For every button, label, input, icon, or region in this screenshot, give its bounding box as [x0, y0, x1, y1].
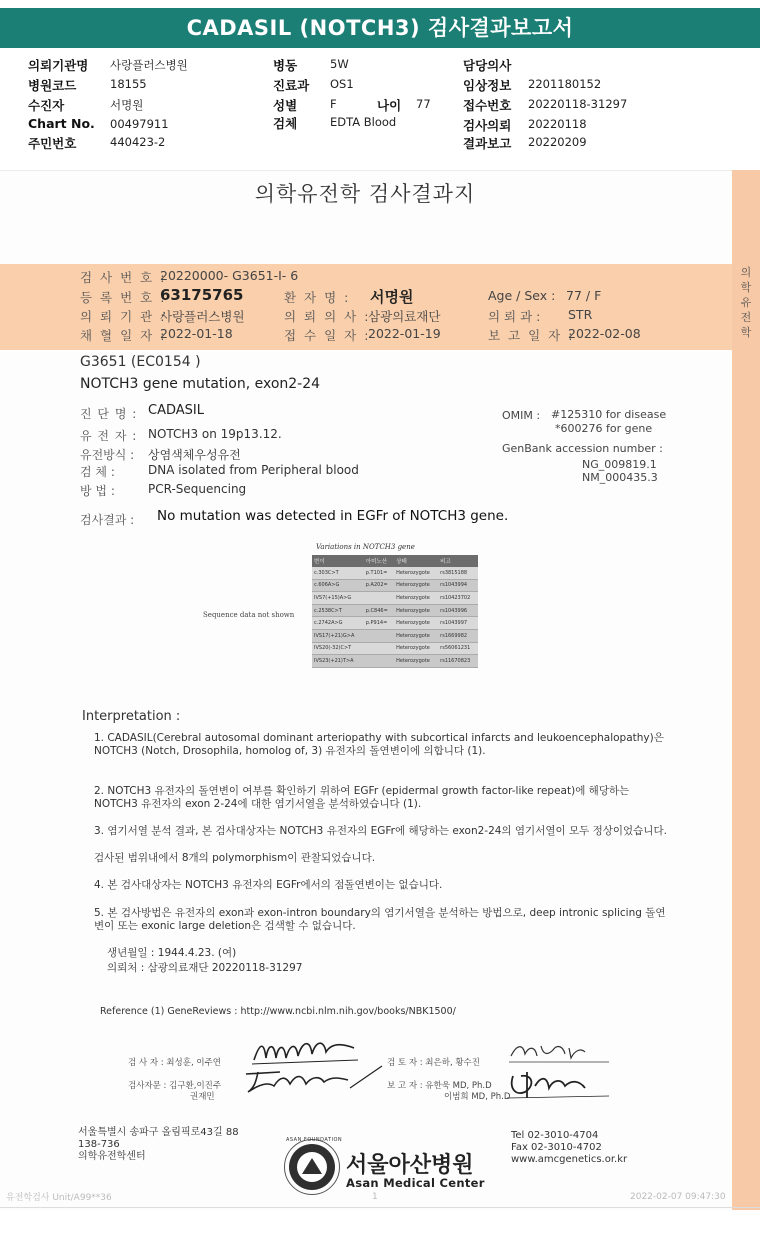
draw-date-label: 채 혈 일 자 :: [80, 328, 167, 343]
header-value: 2201180152: [528, 77, 602, 91]
table-cell: [364, 655, 394, 668]
watermark-right: 2022-02-07 09:47:30: [630, 1192, 726, 1202]
header-label: 성별: [273, 98, 298, 113]
table-cell: IVS23(+21)T>A: [312, 655, 364, 668]
column-header: 변이: [312, 555, 364, 567]
table-cell: Heterozygote: [394, 629, 438, 642]
table-header-row: [312, 555, 478, 567]
address-line-3: 의학유전학센터: [78, 1151, 146, 1162]
patient-name-label: 환 자 명 :: [284, 290, 351, 305]
receive-date-value: 2022-01-19: [368, 326, 441, 341]
specimen-label: 검 체 :: [80, 465, 115, 479]
table-cell: c.303C>T: [312, 567, 364, 579]
table-row: [312, 642, 478, 655]
institution-value: 사랑플러스병원: [160, 309, 245, 324]
table-row: [312, 567, 478, 579]
age-sex-value: 77 / F: [566, 288, 602, 303]
diagnosis-label: 진 단 명 :: [80, 407, 138, 421]
header-value: 20220118: [528, 117, 587, 131]
method-value: PCR-Sequencing: [148, 482, 247, 496]
reporter-signature: [505, 1066, 615, 1102]
table-row: [312, 592, 478, 605]
advisor-signature: [240, 1062, 390, 1096]
test-name: NOTCH3 gene mutation, exon2-24: [80, 376, 321, 392]
reg-no-value: 63175765: [160, 286, 244, 304]
header-label: 진료과: [273, 78, 310, 93]
omim-gene: *600276 for gene: [555, 422, 653, 435]
birth-date: 생년월일 : 1944.4.23. (여): [107, 947, 237, 959]
table-row: [312, 655, 478, 668]
header-value: F: [330, 97, 337, 111]
result-label: 검사결과 :: [80, 513, 135, 527]
header-value: OS1: [330, 77, 354, 91]
table-cell: Heterozygote: [394, 604, 438, 617]
gene-value: NOTCH3 on 19p13.12.: [148, 427, 282, 441]
genbank-ng: NG_009819.1: [582, 458, 657, 471]
report-header: [0, 56, 760, 156]
table-row: [312, 617, 478, 630]
header-value: 20220209: [528, 135, 587, 149]
draw-date-value: 2022-01-18: [160, 326, 233, 341]
interpretation-item-3: 3. 염기서열 분석 결과, 본 검사대상자는 NOTCH3 유전자의 EGFr에 해당하는 exon2-24의 염기서열이 모두 정상이었습니다.: [94, 825, 667, 837]
header-label: 결과보고: [463, 136, 512, 151]
header-label: 담당의사: [463, 58, 512, 73]
table-cell: p.A202=: [364, 579, 394, 592]
diagnosis-value: CADASIL: [148, 403, 204, 418]
header-value: 사랑플러스병원: [110, 58, 188, 72]
table-cell: [364, 592, 394, 605]
receive-date-label: 접 수 일 자 :: [284, 328, 371, 343]
table-cell: IVS17(+21)G>A: [312, 629, 364, 642]
reporter: 보 고 자 : 유한욱 MD, Ph.D: [387, 1081, 492, 1091]
reporter-2: 이범희 MD, Ph.D: [444, 1092, 511, 1102]
interpretation-heading: Interpretation :: [82, 709, 181, 724]
test-code: G3651 (EC0154 ): [80, 354, 201, 370]
header-value: EDTA Blood: [330, 115, 397, 129]
table-cell: p.P914=: [364, 617, 394, 630]
variants-table: [312, 555, 478, 668]
genbank-label: GenBank accession number :: [502, 442, 663, 455]
table-cell: [364, 629, 394, 642]
omim-disease: #125310 for disease: [551, 408, 667, 421]
referrer: 의뢰처 : 삼광의료재단 20220118-31297: [107, 962, 303, 974]
advisor-2: 권재민: [190, 1092, 215, 1102]
side-title: [732, 265, 760, 355]
exam-no-label: 검 사 번 호 :: [80, 270, 167, 285]
exam-no-value: 20220000- G3651-I- 6: [160, 268, 299, 283]
table-cell: Heterozygote: [394, 592, 438, 605]
table-cell: p.T101=: [364, 567, 394, 579]
table-cell: rs3815188: [438, 567, 478, 579]
header-value: 77: [416, 97, 431, 111]
table-cell: IVS20(-32)C>T: [312, 642, 364, 655]
header-label: 나이: [377, 98, 402, 113]
page-number: 1: [372, 1192, 378, 1202]
website-link: www.amcgenetics.or.kr: [511, 1154, 628, 1165]
header-label: 임상정보: [463, 78, 512, 93]
age-sex-label: Age / Sex :: [488, 288, 556, 303]
table-cell: Heterozygote: [394, 579, 438, 592]
examiner: 검 사 자 : 최성훈, 이주연: [128, 1058, 221, 1068]
advisor: 검사자문 : 김구환,이진주: [128, 1081, 222, 1091]
table-cell: c.606A>G: [312, 579, 364, 592]
table-row: [312, 579, 478, 592]
report-date-label: 보 고 일 자 :: [488, 328, 575, 343]
header-value: 서명원: [110, 98, 144, 112]
table-cell: rs11670823: [438, 655, 478, 668]
table-cell: rs1669982: [438, 629, 478, 642]
inheritance-label: 유전방식 :: [80, 448, 135, 462]
header-label: 검체: [273, 116, 298, 131]
header-label: 의뢰기관명: [28, 58, 89, 73]
seal-subtext: 아산재단: [300, 1183, 320, 1189]
header-value: 5W: [330, 57, 349, 71]
table-cell: rs1043996: [438, 604, 478, 617]
department-label: 의 뢰 과 :: [488, 309, 541, 324]
reviewer-signature: [505, 1038, 615, 1066]
report-date-value: 2022-02-08: [568, 326, 641, 341]
institution-label: 의 뢰 기 관 :: [80, 309, 167, 324]
header-value: 440423-2: [110, 135, 166, 149]
sequence-note: Sequence data not shown: [203, 611, 295, 619]
column-header: 상태: [394, 555, 438, 567]
table-cell: rs1043994: [438, 579, 478, 592]
header-label: 수진자: [28, 98, 65, 113]
table-row: [312, 629, 478, 642]
header-value: 00497911: [110, 117, 169, 131]
reviewer: 검 토 자 : 최은하, 황수진: [387, 1058, 480, 1068]
document-title: 의학유전학 검사결과지: [254, 182, 476, 206]
tel: Tel 02-3010-4704: [511, 1130, 599, 1141]
address-line-2: 138-736: [78, 1139, 120, 1150]
interpretation-item-3b: 검사된 범위내에서 8개의 polymorphism이 관찰되었습니다.: [94, 852, 376, 864]
patient-name-value: 서명원: [370, 288, 414, 306]
doctor-value: 삼광의료재단: [368, 309, 441, 324]
interpretation-item-2: 2. NOTCH3 유전자의 돌연변이 여부를 확인하기 위하여 EGFr (epidermal growth factor-like repeat)에 해당하는 NOTCH3 유전자의 exon 2-24에 대한 염기서열을 분석하였습니다 (1).: [94, 785, 630, 810]
bottom-rule: [0, 1207, 760, 1208]
table-cell: rs56061231: [438, 642, 478, 655]
hospital-name-korean: 서울아산병원: [346, 1153, 474, 1178]
variants-table-title: Variations in NOTCH3 gene: [316, 543, 415, 551]
side-title-char: 학: [740, 281, 752, 294]
header-label: 병동: [273, 58, 298, 73]
omim-label: OMIM :: [502, 409, 541, 422]
side-title-char: 의: [740, 266, 752, 279]
method-label: 방 법 :: [80, 484, 115, 498]
header-label: 접수번호: [463, 98, 512, 113]
table-cell: rs1043997: [438, 617, 478, 630]
address-line-1: 서울특별시 송파구 올림픽로43길 88: [78, 1127, 239, 1138]
inheritance-value: 상염색체우성유전: [148, 448, 241, 462]
table-cell: IVS7(+15)A>G: [312, 592, 364, 605]
column-header: 아미노산: [364, 555, 394, 567]
fax: Fax 02-3010-4702: [511, 1142, 602, 1153]
doctor-label: 의 뢰 의 사 :: [284, 309, 371, 324]
hospital-name-english: Asan Medical Center: [346, 1176, 485, 1190]
table-cell: Heterozygote: [394, 655, 438, 668]
genbank-nm: NM_000435.3: [582, 471, 658, 484]
table-cell: [364, 642, 394, 655]
table-row: [312, 604, 478, 617]
reg-no-label: 등 록 번 호 :: [80, 290, 167, 305]
interpretation-item-5: 5. 본 검사방법은 유전자의 exon과 exon-intron boundary의 염기서열을 분석하는 방법으로, deep intronic splicing 돌연변이 또는 exonic large deletion은 검색할 수 없습니다.: [94, 907, 666, 932]
header-label: 검사의뢰: [463, 118, 512, 133]
table-cell: p.C846=: [364, 604, 394, 617]
column-header: 비고: [438, 555, 478, 567]
table-cell: c.2538C>T: [312, 604, 364, 617]
table-cell: Heterozygote: [394, 642, 438, 655]
side-title-char: 유: [740, 296, 752, 309]
reference: Reference (1) GeneReviews : http://www.ncbi.nlm.nih.gov/books/NBK1500/: [100, 1006, 456, 1017]
specimen-value: DNA isolated from Peripheral blood: [148, 463, 359, 477]
gene-label: 유 전 자 :: [80, 429, 138, 443]
seal-text: ASAN FOUNDATION: [286, 1137, 343, 1143]
header-value: 18155: [110, 77, 147, 91]
header-label: 병원코드: [28, 78, 77, 93]
header-label: Chart No.: [28, 116, 95, 131]
watermark-left: 유전학검사 Unit/A99**36: [6, 1193, 112, 1203]
department-value: STR: [568, 307, 593, 322]
table-cell: Heterozygote: [394, 567, 438, 579]
header-value: 20220118-31297: [528, 97, 628, 111]
table-cell: rs10423702: [438, 592, 478, 605]
table-cell: c.2742A>G: [312, 617, 364, 630]
side-title-char: 학: [740, 326, 752, 339]
result-value: No mutation was detected in EGFr of NOTCH3 gene.: [157, 508, 509, 524]
interpretation-item-1: 1. CADASIL(Cerebral autosomal dominant arteriopathy with subcortical infarcts and leukoencephalopathy)은 NOTCH3 (Notch, Drosophila, homolog of, 3) 유전자의 돌연변이에 의합니다 (1).: [94, 732, 664, 757]
report-title-banner: CADASIL (NOTCH3) 검사결과보고서: [0, 8, 760, 48]
header-label: 주민번호: [28, 136, 77, 151]
interpretation-item-4: 4. 본 검사대상자는 NOTCH3 유전자의 EGFr에서의 점돌연변이는 없습니다.: [94, 879, 443, 891]
table-cell: Heterozygote: [394, 617, 438, 630]
side-title-char: 전: [740, 311, 752, 324]
